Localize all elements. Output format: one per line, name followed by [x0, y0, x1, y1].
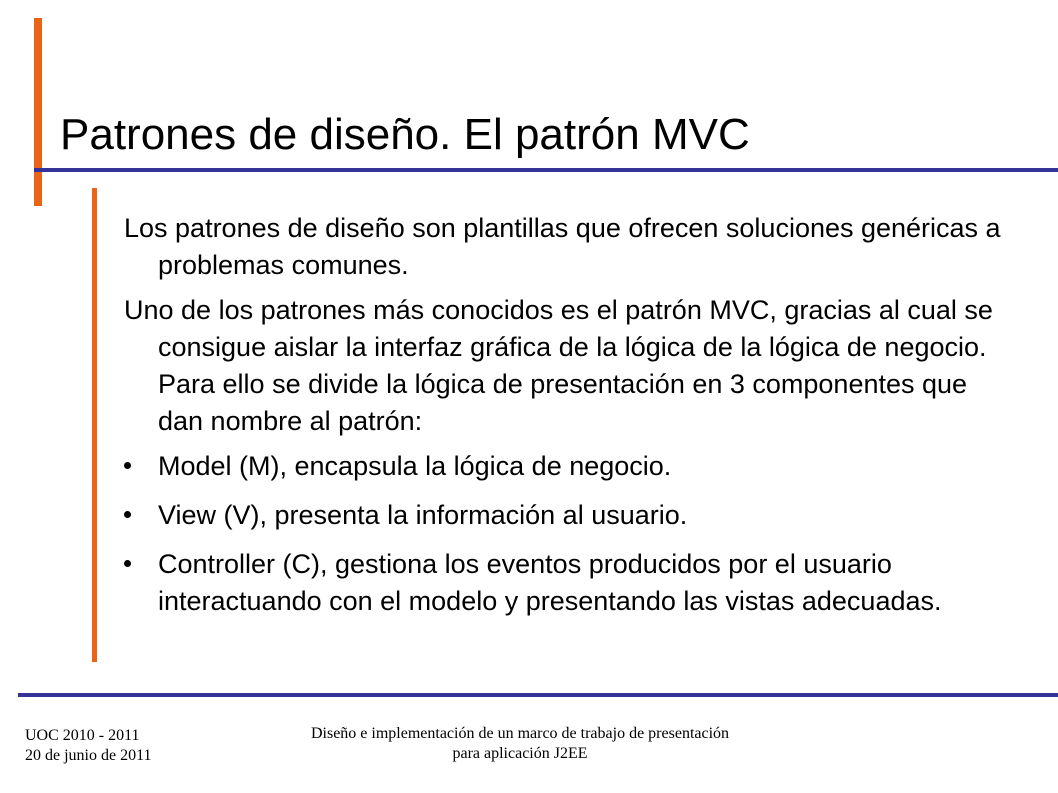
footer-org: UOC 2010 - 2011 — [25, 727, 140, 744]
footer-project-subtitle: para aplicación J2EE — [452, 745, 588, 762]
bullet-text: Model (M), encapsula la lógica de negocio. — [158, 451, 672, 481]
bullet-icon — [124, 462, 131, 469]
footer-divider — [18, 693, 1058, 697]
bullet-controller — [124, 546, 1004, 620]
bullet-model — [124, 448, 1004, 485]
slide-body — [124, 210, 1004, 632]
mvc-paragraph: Uno de los patrones más conocidos es el patrón MVC, gracias al cual se consigue aislar la interfaz gráfica de la lógica de la lógica de negocio. Para ello se divide la lógica de presentación en 3 componentes que dan nombre al patrón: — [124, 295, 993, 436]
footer-left — [25, 726, 152, 766]
bullet-text: Controller (C), gestiona los eventos producidos por el usuario interactuando con el modelo y presentando las vistas adecuadas. — [158, 549, 942, 616]
footer-center — [270, 724, 770, 764]
title-divider — [34, 168, 1058, 172]
bullet-icon — [124, 560, 131, 567]
bullet-text: View (V), presenta la información al usuario. — [158, 500, 688, 530]
footer-date: 20 de junio de 2011 — [25, 747, 152, 764]
body-accent-bar — [92, 188, 97, 662]
slide-title: Patrones de diseño. El patrón MVC — [60, 110, 750, 159]
footer-project-title: Diseño e implementación de un marco de trabajo de presentación — [310, 725, 730, 742]
intro-paragraph: Los patrones de diseño son plantillas que ofrecen soluciones genéricas a problemas comunes. — [124, 213, 1001, 280]
bullet-view — [124, 497, 1004, 534]
bullet-icon — [124, 511, 131, 518]
title-accent-bar — [34, 18, 42, 206]
